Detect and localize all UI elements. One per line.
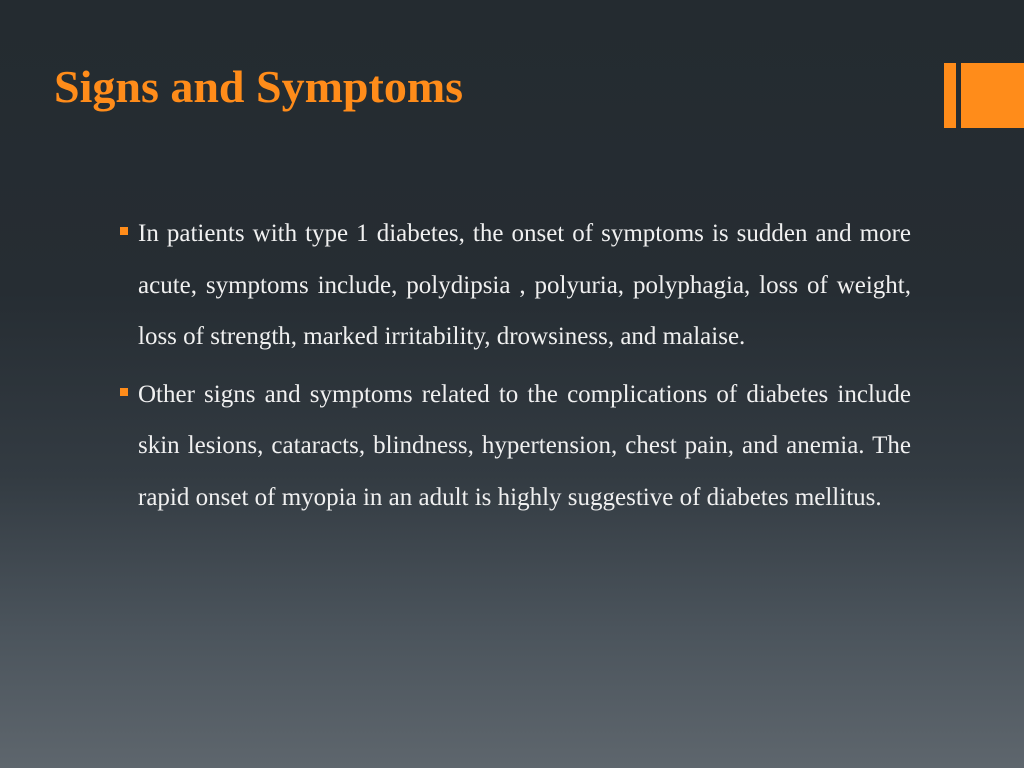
bullet-text: In patients with type 1 diabetes, the onset of symptoms is sudden and more acute, symptoms include, polydipsia , polyuria, polyphagia, loss of weight, loss of strength, marked irritability, drowsiness, and malaise. — [138, 220, 911, 350]
square-bullet-icon — [120, 388, 128, 396]
accent-bar-thin — [944, 63, 956, 128]
slide-title: Signs and Symptoms — [54, 61, 464, 112]
bullet-list — [118, 208, 911, 529]
bullet-text: Other signs and symptoms related to the complications of diabetes include skin lesions, cataracts, blindness, hypertension, chest pain, and anemia. The rapid onset of myopia in an adult is highly suggestive of diabetes mellitus. — [138, 380, 911, 511]
square-bullet-icon — [120, 227, 128, 235]
bullet-item — [118, 208, 911, 363]
title-accent-bars — [944, 63, 1024, 128]
bullet-item — [118, 369, 911, 524]
accent-bar-wide — [961, 63, 1024, 128]
